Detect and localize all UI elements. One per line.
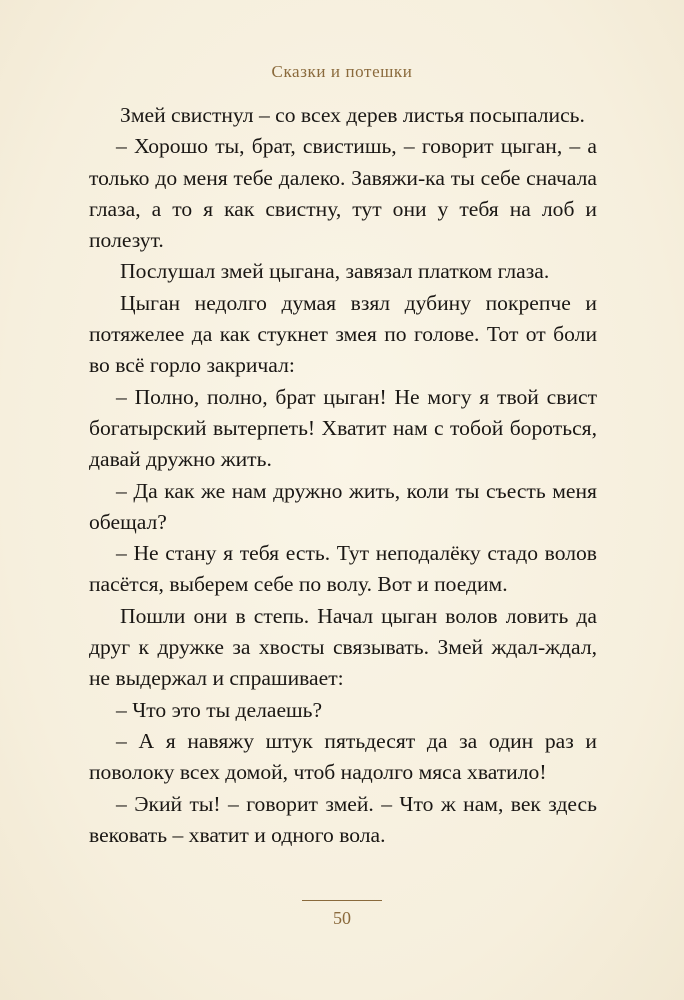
paragraph: – Да как же нам дружно жить, коли ты съесть меня обещал? (89, 478, 597, 534)
running-head: Сказки и потешки (271, 62, 413, 81)
paragraph: Пошли они в степь. Начал цыган волов ловить да друг к дружке за хвосты связывать. Змей ждал-ждал, не выдержал и спрашивает: (89, 603, 597, 691)
paragraph: – Полно, полно, брат цыган! Не могу я твой свист богатырский вытерпеть! Хватит нам с тобой бороться, давай дружно жить. (89, 384, 597, 472)
paragraph: Змей свистнул – со всех дерев листья посыпались. (120, 103, 585, 127)
page-number: 50 (333, 908, 351, 928)
paragraph: – Что это ты делаешь? (116, 697, 323, 722)
paragraph: – А я навяжу штук пятьдесят да за один раз и поволоку всех домой, чтоб надолго мяса хватило! (89, 728, 597, 785)
body-text (89, 100, 597, 851)
paragraph: Послушал змей цыгана, завязал платком глаза. (120, 259, 550, 284)
paragraph: Цыган недолго думая взял дубину покрепче и потяжелее да как стукнет змея по голове. Тот от боли во всё горло закричал: (89, 290, 597, 378)
paragraph: – Не стану я тебя есть. Тут неподалёку стадо волов пасётся, выберем себе по волу. Вот и поедим. (89, 541, 597, 597)
paragraph: – Экий ты! – говорит змей. – Что ж нам, век здесь вековать – хватит и одного вола. (89, 791, 597, 847)
folio-rule (302, 900, 382, 901)
paragraph: – Хорошо ты, брат, свистишь, – говорит цыган, – а только до меня тебе далеко. Завяжи-ка ты себе сначала глаза, а то я как свистну, тут они у тебя на лоб и полезут. (89, 134, 597, 253)
